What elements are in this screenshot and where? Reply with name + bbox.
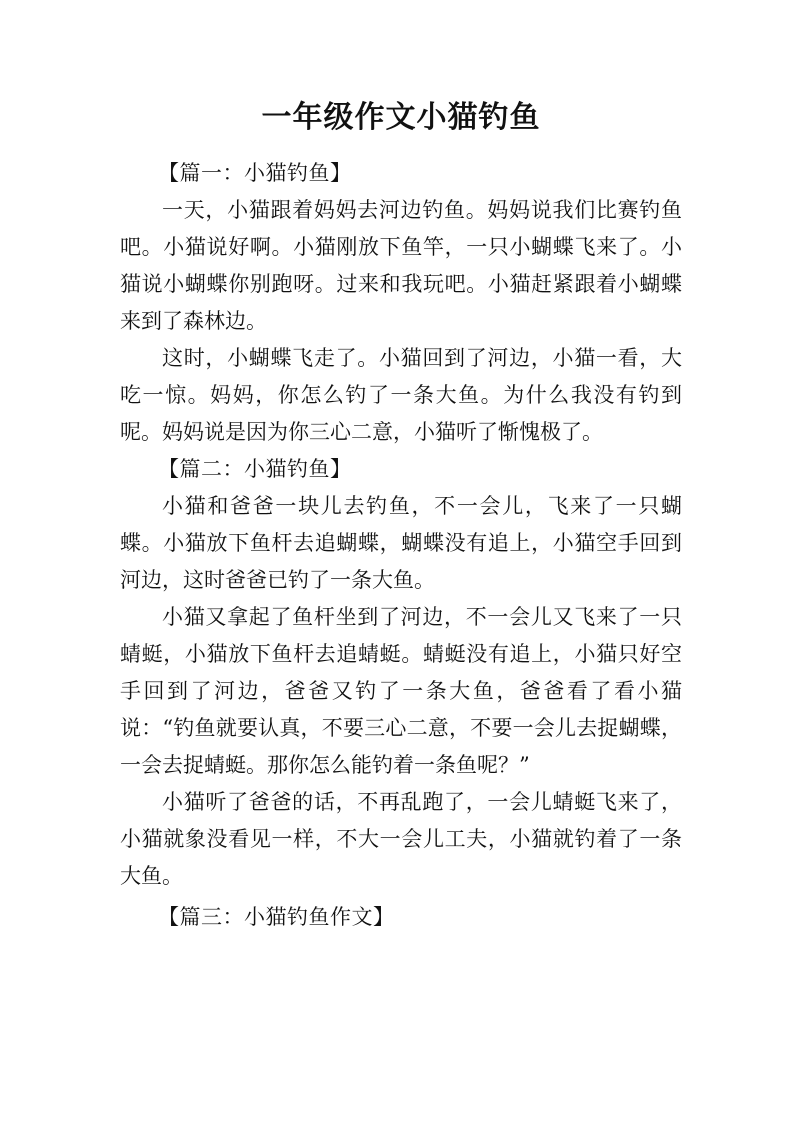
paragraph: 这时，小蝴蝶飞走了。小猫回到了河边，小猫一看，大吃一惊。妈妈，你怎么钓了一条大鱼。为什么我没有钓到呢。妈妈说是因为你三心二意，小猫听了惭愧极了。 <box>120 346 682 444</box>
paragraph: 小猫听了爸爸的话，不再乱跑了，一会儿蜻蜓飞来了，小猫就象没看见一样，不大一会儿工夫，小猫就钓着了一条大鱼。 <box>120 790 682 888</box>
section-heading-2: 【篇二：小猫钓鱼】 <box>158 457 352 481</box>
paragraph: 一天，小猫跟着妈妈去河边钓鱼。妈妈说我们比赛钓鱼吧。小猫说好啊。小猫刚放下鱼竿，一只小蝴蝶飞来了。小猫说小蝴蝶你别跑呀。过来和我玩吧。小猫赶紧跟着小蝴蝶来到了森林边。 <box>120 198 682 333</box>
paragraph: 小猫和爸爸一块儿去钓鱼，不一会儿，飞来了一只蝴蝶。小猫放下鱼杆去追蝴蝶，蝴蝶没有追上，小猫空手回到河边，这时爸爸已钓了一条大鱼。 <box>120 494 682 592</box>
section-heading-3: 【篇三：小猫钓鱼作文】 <box>158 905 395 929</box>
document-title: 一年级作文小猫钓鱼 <box>261 100 541 135</box>
paragraph: 小猫又拿起了鱼杆坐到了河边，不一会儿又飞来了一只蜻蜓，小猫放下鱼杆去追蜻蜓。蜻蜓没有追上，小猫只好空手回到了河边，爸爸又钓了一条大鱼，爸爸看了看小猫说：“钓鱼就要认真，不要三心二意，不要一会儿去捉蝴蝶，一会去捉蜻蜓。那你怎么能钓着一条鱼呢？” <box>120 605 682 777</box>
section-heading-1: 【篇一：小猫钓鱼】 <box>158 161 352 185</box>
document-page <box>120 0 682 1131</box>
document-body <box>120 155 682 936</box>
